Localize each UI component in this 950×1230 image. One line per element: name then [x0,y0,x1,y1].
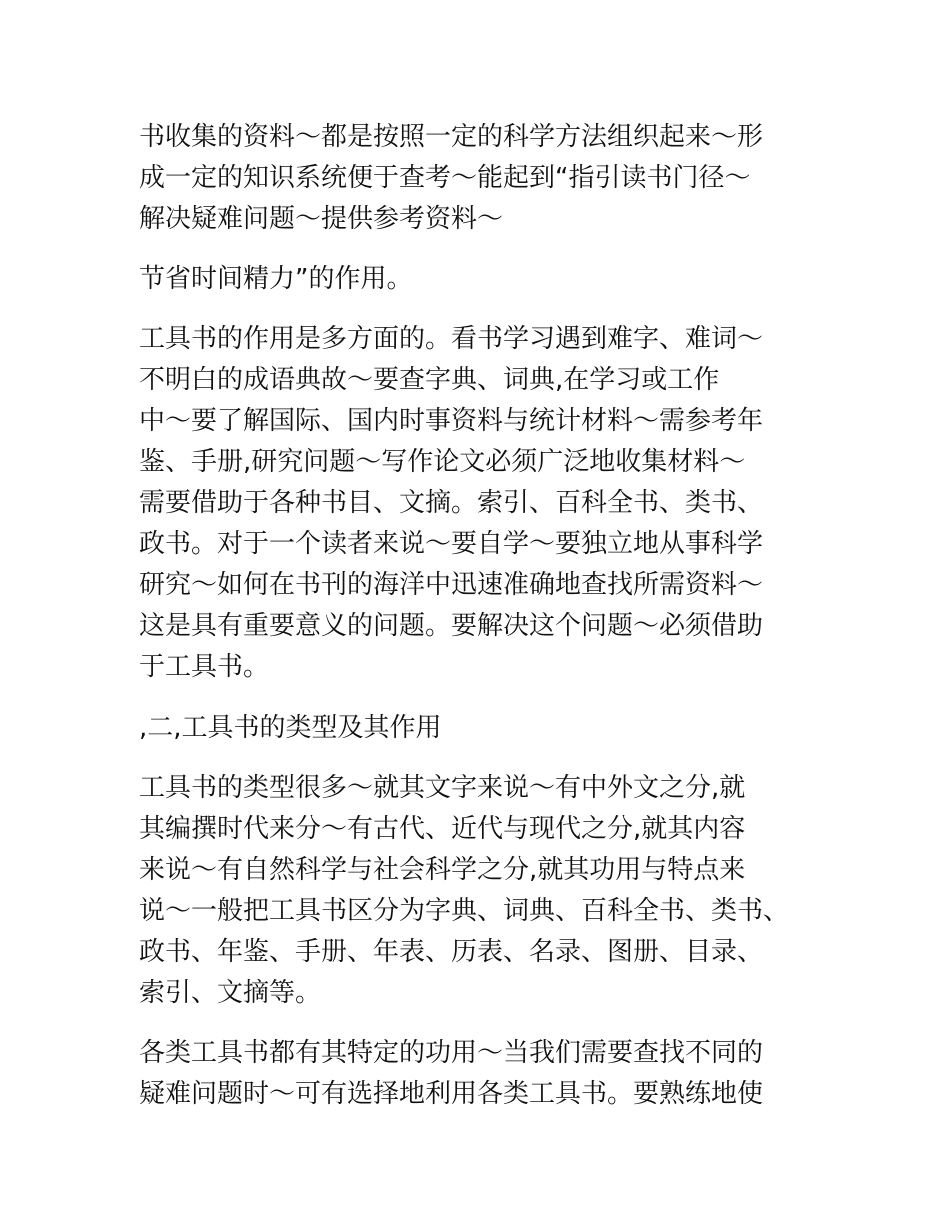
text-line: 索引、文摘等。 [139,978,322,1008]
text-line: 来说～有自然科学与社会科学之分,就其功用与特点来 [139,855,746,885]
text-line: 工具书的作用是多方面的。看书学习遇到难字、难词～ [139,324,764,354]
text-line: 其编撰时代来分～有古代、近代与现代之分,就其内容 [139,814,746,844]
text-line: 说～一般把工具书区分为字典、词典、百科全书、类书、 [139,896,790,926]
text-line: 研究～如何在书刊的海洋中迅速准确地查找所需资料～ [139,570,764,600]
paragraph-1 [139,117,839,240]
paragraph-4 [139,768,839,1014]
paragraph-2 [139,259,839,300]
text-line: 中～要了解国际、国内时事资料与统计材料～需参考年 [139,406,764,436]
text-line: 鉴、手册,研究问题～写作论文必须广泛地收集材料～ [139,447,746,477]
paragraph-5 [139,1033,839,1115]
text-line: 于工具书。 [139,652,270,682]
text-line: 政书。对于一个读者来说～要自学～要独立地从事科学 [139,529,764,559]
text-line: 书收集的资料～都是按照一定的科学方法组织起来～形 [139,122,764,152]
text-line: 这是具有重要意义的问题。要解决这个问题～必须借助 [139,611,764,641]
section-heading [139,708,839,749]
paragraph-3 [139,319,839,688]
text-line: 疑难问题时～可有选择地利用各类工具书。要熟练地使 [139,1079,764,1109]
text-line: 各类工具书都有其特定的功用～当我们需要查找不同的 [139,1038,764,1068]
text-line: 需要借助于各种书目、文摘。索引、百科全书、类书、 [139,488,764,518]
text-line: 工具书的类型很多～就其文字来说～有中外文之分,就 [139,773,746,803]
text-line: 不明白的成语典故～要查字典、词典,在学习或工作 [139,365,720,395]
text-line: 成一定的知识系统便于查考～能起到“指引读书门径～ [139,163,751,193]
text-line: 节省时间精力”的作用。 [139,264,413,294]
heading-line: ,二,工具书的类型及其作用 [139,713,442,743]
text-line: 解决疑难问题～提供参考资料～ [139,204,504,234]
text-line: 政书、年鉴、手册、年表、历表、名录、图册、目录、 [139,937,764,967]
